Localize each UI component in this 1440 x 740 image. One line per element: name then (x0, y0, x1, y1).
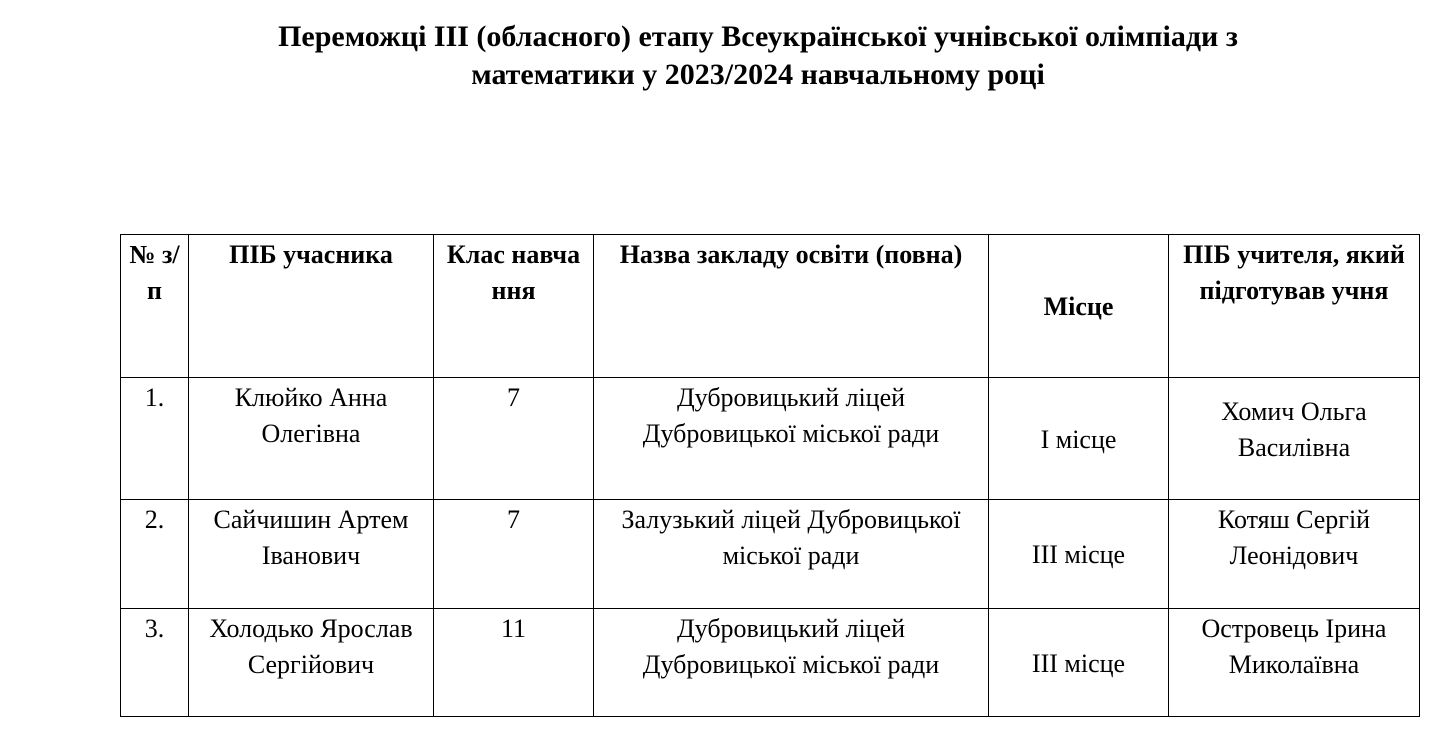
table-row (121, 609, 1420, 717)
header-class: Клас навчання (434, 235, 594, 378)
cell-school: Дубровицький ліцей Дубровицької міської ради (594, 378, 989, 500)
header-number: № з/п (121, 235, 189, 378)
header-place: Місце (989, 235, 1169, 378)
cell-class: 7 (434, 378, 594, 500)
cell-teacher: Котяш Сергій Леонідович (1169, 500, 1420, 609)
cell-participant-name: Клюйко Анна Олегівна (189, 378, 434, 500)
cell-school: Залузький ліцей Дубровицької міської ради (594, 500, 989, 609)
cell-school: Дубровицький ліцей Дубровицької міської ради (594, 609, 989, 717)
cell-participant-name: Холодько Ярослав Сергійович (189, 609, 434, 717)
page-title-line-2: математики у 2023/2024 навчальному році (471, 58, 1045, 91)
table-row (121, 378, 1420, 500)
cell-number: 2. (121, 500, 189, 609)
cell-number: 1. (121, 378, 189, 500)
winners-table (120, 234, 1420, 717)
header-teacher: ПІБ учителя, який підготував учня (1169, 235, 1420, 378)
cell-number: 3. (121, 609, 189, 717)
cell-teacher: Островець Ірина Миколаївна (1169, 609, 1420, 717)
cell-place: І місце (989, 378, 1169, 500)
cell-class: 7 (434, 500, 594, 609)
table-row (121, 500, 1420, 609)
header-participant-name: ПІБ учасника (189, 235, 434, 378)
page-title-line-1: Переможці ІІІ (обласного) етапу Всеукраїнської учнівської олімпіади з (278, 20, 1238, 53)
cell-teacher: Хомич Ольга Василівна (1169, 378, 1420, 500)
cell-participant-name: Сайчишин Артем Іванович (189, 500, 434, 609)
header-school: Назва закладу освіти (повна) (594, 235, 989, 378)
cell-class: 11 (434, 609, 594, 717)
cell-place: ІІІ місце (989, 500, 1169, 609)
page-title (120, 18, 1396, 94)
table-header-row (121, 235, 1420, 378)
cell-place: ІІІ місце (989, 609, 1169, 717)
